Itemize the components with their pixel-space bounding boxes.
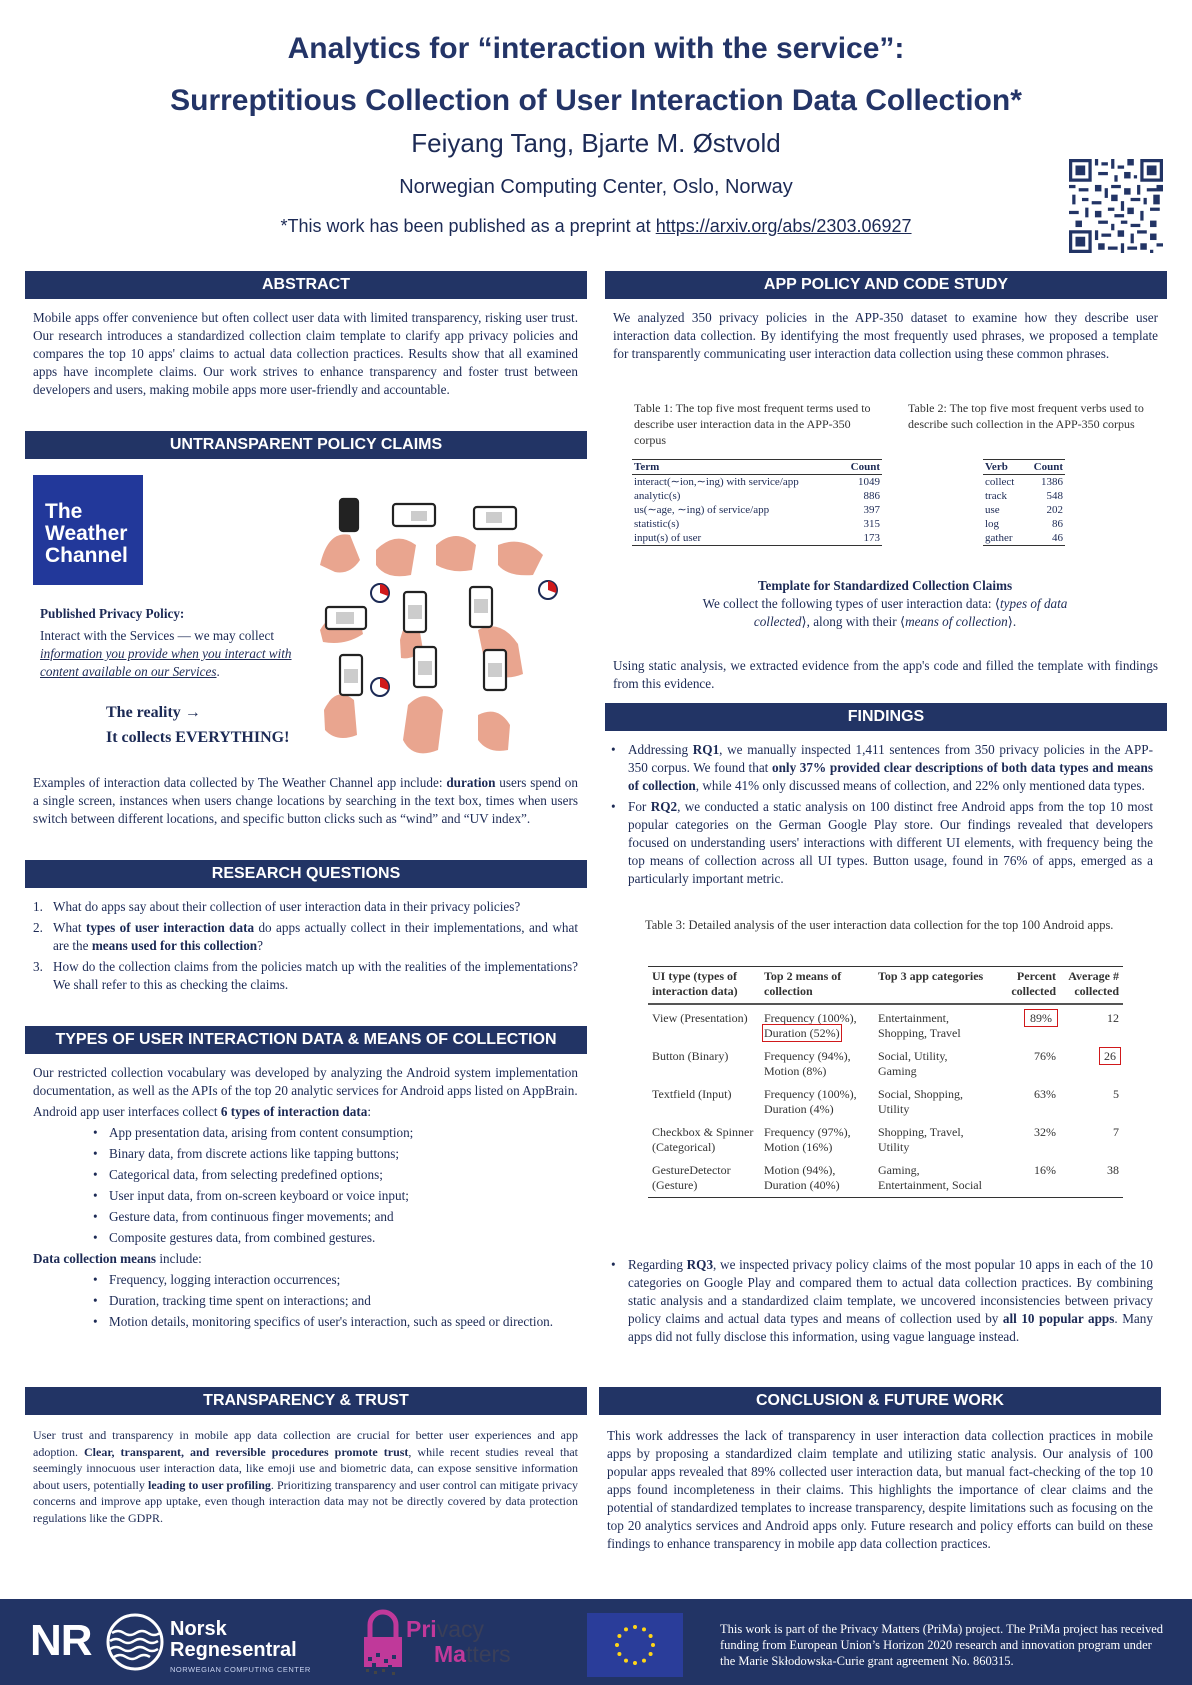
abstract-heading: ABSTRACT (25, 271, 587, 299)
table3-means-2: Motion (8%) (764, 1064, 827, 1078)
rq-item-1: 1. What do apps say about their collection of user interaction data in their privacy policies? (33, 899, 521, 914)
table-row (632, 503, 882, 517)
footer-bar (0, 1599, 1192, 1685)
abstract-text: Mobile apps offer convenience but often collect user data with limited transparency, risking user trust. Our research introduces a standardized collection claim template to clarify app privacy policies and compares the top 10 apps' claims to actual data collection practices. Results show that all examined apps have incomplete claims. Our work strives to enhance transparency and foster trust between developers and users, making mobile apps more user-friendly and accountable. (33, 310, 578, 397)
finding-rq3-c: , we inspected privacy policy claims of the most popular 10 apps in each of the 10 categories on Google Play and compared them to actual data collection practices. By combining static analysis and a standardized claim template, we uncovered inconsistencies between privacy policy claims and actual data types and means of collection used by (628, 1257, 1153, 1326)
logo-line-2: Weather (45, 522, 128, 545)
table1-term: us(∼age, ∼ing) of service/app (634, 504, 770, 516)
rq2-text-a: What (53, 920, 86, 935)
logo-line-1: The (45, 500, 83, 523)
finding-rq2-c: , we conducted a static analysis on 100 distinct free Android apps from the top 10 most popular categories on the German Google Play store. Our findings revealed that developers focused on understanding users' interactions with different UI elements, with frequency being the top means of collection across all UI types. Button usage, found in 76% of apps, emerged as a particularly important metric. (628, 799, 1153, 886)
qr-code-icon[interactable] (1069, 159, 1163, 253)
trust-text-e: . Prioritizing transparency and user control can mitigate privacy concerns and improve app uptake, even though interaction data may not be directly covered by data protection regulations like the GDPR. (33, 1477, 578, 1525)
table3-means-1: Frequency (94%), (764, 1049, 851, 1063)
pm-pri: Pri (406, 1616, 437, 1642)
rq2-bold-1: types of user interaction data (85, 920, 255, 935)
finding-rq1-e: , while 41% only discussed means of collection, and 22% only mentioned data types. (695, 778, 1145, 793)
policy-text-prefix: Interact with the Services — we may collect (40, 628, 274, 643)
table3-ui: View (Presentation) (652, 1011, 748, 1025)
phone-gestures-illustration (318, 495, 578, 770)
table-row (648, 1043, 1123, 1081)
findings-list-rq3 (605, 1256, 1153, 1346)
table2-verb: use (985, 504, 1000, 516)
collection-means-list (87, 1271, 578, 1331)
template-text-a: We collect the following types of user interaction data: ⟨ (702, 596, 1000, 611)
table3-header-percent: Percent collected (990, 967, 1060, 1005)
template-text-types: types of data collected (753, 596, 1068, 629)
finding-rq3-bold: all 10 popular apps (1002, 1311, 1115, 1326)
data-type-item: • App presentation data, arising from content consumption; (87, 1124, 578, 1142)
means-item: • Duration, tracking time spent on interactions; and (87, 1292, 578, 1310)
table3-average: 5 (1113, 1087, 1119, 1101)
table3-percent: 16% (990, 1157, 1060, 1198)
padlock-icon (362, 1609, 404, 1677)
table1-header-term: Term (632, 460, 841, 475)
finding-rq2-label: RQ2 (650, 799, 678, 814)
finding-rq2 (605, 798, 1153, 888)
data-types-list (87, 1124, 578, 1247)
app-policy-heading: APP POLICY AND CODE STUDY (605, 271, 1167, 299)
affiliation: Norwegian Computing Center, Oslo, Norway (399, 176, 793, 198)
funding-statement: This work is part of the Privacy Matters (PriMa) project. The PriMa project has received funding from European Union’s Horizon 2020 research and innovation program under the Marie Skłodowska-Curie grant agreement No. 860315. (720, 1622, 1164, 1668)
table2-verbs (983, 459, 1065, 546)
table3-ui: Checkbox & Spinner (Categorical) (652, 1125, 754, 1154)
template-box (690, 577, 1080, 631)
examples-text-a: Examples of interaction data collected by The Weather Channel app include: (33, 775, 447, 790)
table3-means (760, 1157, 874, 1198)
template-text-means: means of collection (905, 614, 1008, 629)
table-row (648, 1081, 1123, 1119)
published-policy-block (40, 605, 310, 681)
table3-means-2: Duration (40%) (764, 1178, 840, 1192)
nr-name-line-2: Regnesentral (170, 1639, 297, 1661)
poster-title-line1: Analytics for “interaction with the service”: (287, 32, 905, 65)
weather-channel-logo (33, 475, 143, 585)
trust-text-c: , while recent studies reveal that seemingly innocuous user interaction data, like emoji use and biometric data, can expose sensitive information about users, potentially (33, 1444, 578, 1492)
template-text-e: ⟩. (1007, 614, 1017, 629)
table3-average: 38 (1060, 1157, 1123, 1198)
template-title: Template for Standardized Collection Claims (757, 578, 1013, 593)
table2-count: 202 (1046, 504, 1063, 516)
table3-percent-highlighted: 89% (1026, 1011, 1056, 1025)
table1-count: 886 (863, 490, 880, 502)
finding-rq2-a: For (628, 799, 651, 814)
finding-rq3-e: . Many apps did not fully disclose this information, using vague language instead. (628, 1311, 1153, 1344)
types-lead-bold: 6 types of interaction data (220, 1104, 368, 1119)
table3-percent: 32% (1034, 1125, 1056, 1139)
table3-header-categories: Top 3 app categories (874, 967, 990, 1005)
table3-means (760, 1004, 874, 1043)
table3-header-average: Average # collected (1060, 967, 1123, 1005)
table1-terms (632, 459, 882, 546)
table3-caption: Table 3: Detailed analysis of the user interaction data collection for the top 100 Android apps. (645, 918, 1114, 932)
table-row (632, 475, 882, 490)
static-analysis-text: Using static analysis, we extracted evidence from the app's code and filled the template with findings from this evidence. (613, 658, 1158, 691)
rq2-text-d: ? (257, 938, 263, 953)
rq-item-2: 2. What types of user interaction data do apps actually collect in their implementations, and what are the means used for this collection? (33, 920, 578, 953)
template-text (690, 595, 1080, 631)
table3-categories: Shopping, Travel, Utility (878, 1125, 964, 1154)
findings-heading: FINDINGS (605, 703, 1167, 731)
table3-categories: Gaming, Entertainment, Social (874, 1157, 990, 1198)
nr-name-line-1: Norsk (170, 1618, 227, 1640)
table3-means (760, 1119, 874, 1157)
finding-rq1-label: RQ1 (692, 742, 720, 757)
table3-means-2: Duration (4%) (764, 1102, 834, 1116)
table2-count: 548 (1046, 490, 1063, 502)
means-item: • Frequency, logging interaction occurrences; (87, 1271, 578, 1289)
table2-count: 86 (1052, 518, 1063, 530)
reality-line-2: It collects EVERYTHING! (106, 729, 290, 746)
table1-header-count: Count (841, 460, 882, 475)
table1-caption: Table 1: The top five most frequent terms used to describe user interaction data in the APP-350 corpus (634, 401, 871, 447)
policy-label: Published Privacy Policy: (40, 606, 185, 621)
table-row (632, 489, 882, 503)
authors: Feiyang Tang, Bjarte M. Østvold (411, 128, 781, 158)
finding-rq1-c: , we manually inspected 1,411 sentences from 350 privacy policies in the APP-350 corpus. We found that (628, 742, 1153, 775)
trust-heading: TRANSPARENCY & TRUST (25, 1387, 587, 1415)
table2-caption: Table 2: The top five most frequent verbs used to describe such collection in the APP-350 corpus (908, 401, 1144, 431)
research-questions-heading: RESEARCH QUESTIONS (25, 860, 587, 888)
table1-term: statistic(s) (634, 518, 680, 530)
weather-examples-text (33, 774, 578, 828)
table1-term: analytic(s) (634, 490, 681, 502)
nr-logo-mark: NR (30, 1616, 92, 1665)
data-type-item: • Binary data, from discrete actions like tapping buttons; (87, 1145, 578, 1163)
table3-means-1: Frequency (97%), (764, 1125, 851, 1139)
table2-header-verb: Verb (983, 460, 1024, 475)
logo-line-3: Channel (45, 544, 128, 567)
examples-text-b: users spend on a single screen, instances when users change locations by searching in the text box, times when users switch between different locations, and specific button clicks such as “wind” and “UV index”. (33, 775, 578, 826)
means-lead (33, 1250, 578, 1268)
table3-means (760, 1081, 874, 1119)
table3-percent: 63% (1034, 1087, 1056, 1101)
table-row (983, 475, 1065, 490)
table2-verb: log (985, 518, 1000, 530)
reality-line-1: The reality → (106, 704, 201, 721)
data-type-item: • User input data, from on-screen keyboard or voice input; (87, 1187, 578, 1205)
table-row (632, 531, 882, 546)
table-row (648, 1004, 1123, 1043)
data-type-item: • Categorical data, from selecting predefined options; (87, 1166, 578, 1184)
table3-ui-analysis (648, 966, 1123, 1198)
trust-text (33, 1427, 578, 1526)
table1-count: 315 (863, 518, 880, 530)
policy-text-italic: information you provide when you interact with content available on our Services (40, 646, 292, 679)
policy-quote (40, 627, 310, 681)
data-type-item: • Composite gestures data, from combined gestures. (87, 1229, 578, 1247)
types-lead-b: : (367, 1104, 372, 1119)
table2-count: 46 (1024, 531, 1065, 546)
means-lead-bold: Data collection means (33, 1251, 157, 1266)
trust-text-a: User trust and transparency in mobile app data collection are crucial for better user experiences and app adoption. (33, 1428, 578, 1459)
untransparent-heading: UNTRANSPARENT POLICY CLAIMS (25, 431, 587, 459)
table3-average-highlighted: 26 (1101, 1049, 1119, 1063)
types-lead-a: Android app user interfaces collect (33, 1104, 221, 1119)
table3-means-2: Motion (16%) (764, 1140, 833, 1154)
table2-verb: track (985, 490, 1007, 502)
nr-name (170, 1619, 297, 1661)
policy-text-suffix: . (216, 664, 220, 679)
rq2-bold-2: means used for this collection (91, 938, 258, 953)
findings-list (605, 741, 1153, 888)
table-row (648, 1119, 1123, 1157)
data-type-item: • Gesture data, from continuous finger movements; and (87, 1208, 578, 1226)
table3-means-1: Frequency (100%), (764, 1087, 857, 1101)
table3-categories: Entertainment, Shopping, Travel (878, 1011, 961, 1040)
trust-text-bold-1: Clear, transparent, and reversible procedures promote trust (84, 1444, 409, 1459)
table3-categories: Social, Shopping, Utility (878, 1087, 964, 1116)
table3-average: 7 (1113, 1125, 1119, 1139)
table3-header-means: Top 2 means of collection (760, 967, 874, 1005)
template-text-c: ⟩, along with their ⟨ (801, 614, 906, 629)
nr-subtitle: NORWEGIAN COMPUTING CENTER (170, 1665, 311, 1674)
table1-term: input(s) of user (632, 531, 841, 546)
table-row (983, 503, 1065, 517)
rq3-text: How do the collection claims from the policies match up with the realities of the implementations? We shall refer to this as checking the claims. (53, 959, 578, 992)
types-lead (33, 1103, 578, 1121)
rq-item-3: 3. How do the collection claims from the policies match up with the realities of the implementations? We shall refer to this as checking the claims. (33, 959, 578, 992)
table3-ui: GestureDetector (Gesture) (648, 1157, 760, 1198)
research-questions-list (33, 898, 578, 994)
table2-verb: gather (983, 531, 1024, 546)
table-row (983, 517, 1065, 531)
table3-means (760, 1043, 874, 1081)
table-row (983, 531, 1065, 546)
types-intro: Our restricted collection vocabulary was developed by analyzing the Android system implementation documentation, as well as the APIs of the top 20 analytic services for Android apps listed on AppBrain. (33, 1065, 578, 1098)
table-row (648, 1157, 1123, 1198)
table3-average: 12 (1107, 1011, 1119, 1025)
table3-categories: Social, Utility, Gaming (878, 1049, 948, 1078)
table3-percent: 76% (1034, 1049, 1056, 1063)
pm-ma: Ma (434, 1641, 466, 1667)
privacy-matters-wordmark (406, 1617, 511, 1667)
table3-means-2-highlighted: Duration (52%) (764, 1026, 840, 1040)
table-row (983, 489, 1065, 503)
finding-rq1-a: Addressing (628, 742, 693, 757)
rq1-text: What do apps say about their collection of user interaction data in their privacy policies? (53, 899, 521, 914)
preprint-note-text: *This work has been published as a preprint at (280, 216, 656, 236)
finding-rq1-bold: only 37% provided clear descriptions of both data types and means of collection (628, 760, 1153, 793)
rq2-text-c: do apps actually collect in their implementations, and what are the (53, 920, 578, 953)
eu-flag-icon (587, 1613, 683, 1677)
table-row (632, 517, 882, 531)
table2-header-count: Count (1024, 460, 1065, 475)
preprint-link[interactable]: https://arxiv.org/abs/2303.06927 (655, 216, 912, 236)
types-section (33, 1064, 578, 1331)
table1-count: 173 (841, 531, 882, 546)
pm-tters: tters (465, 1641, 511, 1667)
app-policy-intro: We analyzed 350 privacy policies in the APP-350 dataset to examine how they describe user interaction data collection. By identifying the most frequently used phrases, we proposed a template for transparently communicating user interaction data collection using these common phrases. (613, 310, 1158, 361)
table1-count: 397 (863, 504, 880, 516)
finding-rq3-label: RQ3 (686, 1257, 714, 1272)
preprint-note (0, 216, 1192, 237)
finding-rq3 (605, 1256, 1153, 1346)
table3-ui: Textfield (Input) (652, 1087, 732, 1101)
pm-vacy: vacy (436, 1616, 484, 1642)
table1-term: interact(∼ion,∼ing) with service/app (634, 476, 799, 488)
finding-rq3-a: Regarding (628, 1257, 687, 1272)
table2-count: 1386 (1041, 476, 1063, 488)
poster-title-line2: Surreptitious Collection of User Interaction Data Collection* (170, 84, 1022, 117)
trust-text-bold-2: leading to user profiling (147, 1477, 271, 1492)
table3-ui: Button (Binary) (652, 1049, 729, 1063)
means-item: • Motion details, monitoring specifics of user's interaction, such as speed or direction. (87, 1313, 578, 1331)
examples-text-bold: duration (446, 775, 496, 790)
conclusion-heading: CONCLUSION & FUTURE WORK (599, 1387, 1161, 1415)
table3-means-1: Motion (94%), (764, 1163, 836, 1177)
finding-rq1 (605, 741, 1153, 795)
reality-callout (106, 700, 289, 750)
nr-wave-logo-icon (106, 1613, 164, 1671)
conclusion-text: This work addresses the lack of transparency in user interaction data collection practices in mobile apps by proposing a standardized claim template and utilizing static analysis. Our analysis of 100 popular apps revealed that 89% collected user interaction data, but manual fact-checking of the top 10 apps found incompleteness in their claims. This highlights the importance of clear claims and the potential of standardized templates to increase transparency, despite limitations such as focusing on the top 20 analytics services and Android apps only. Future research and policy efforts can build on these findings to enhance transparency in mobile app data collection practices. (607, 1428, 1153, 1551)
table3-means-1: Frequency (100%), (764, 1011, 857, 1025)
types-heading: TYPES OF USER INTERACTION DATA & MEANS OF COLLECTION (25, 1026, 587, 1054)
table2-verb: collect (985, 476, 1015, 488)
table3-header-ui-type: UI type (types of interaction data) (648, 967, 760, 1005)
table1-count: 1049 (858, 476, 880, 488)
means-lead-rest: include: (156, 1251, 202, 1266)
